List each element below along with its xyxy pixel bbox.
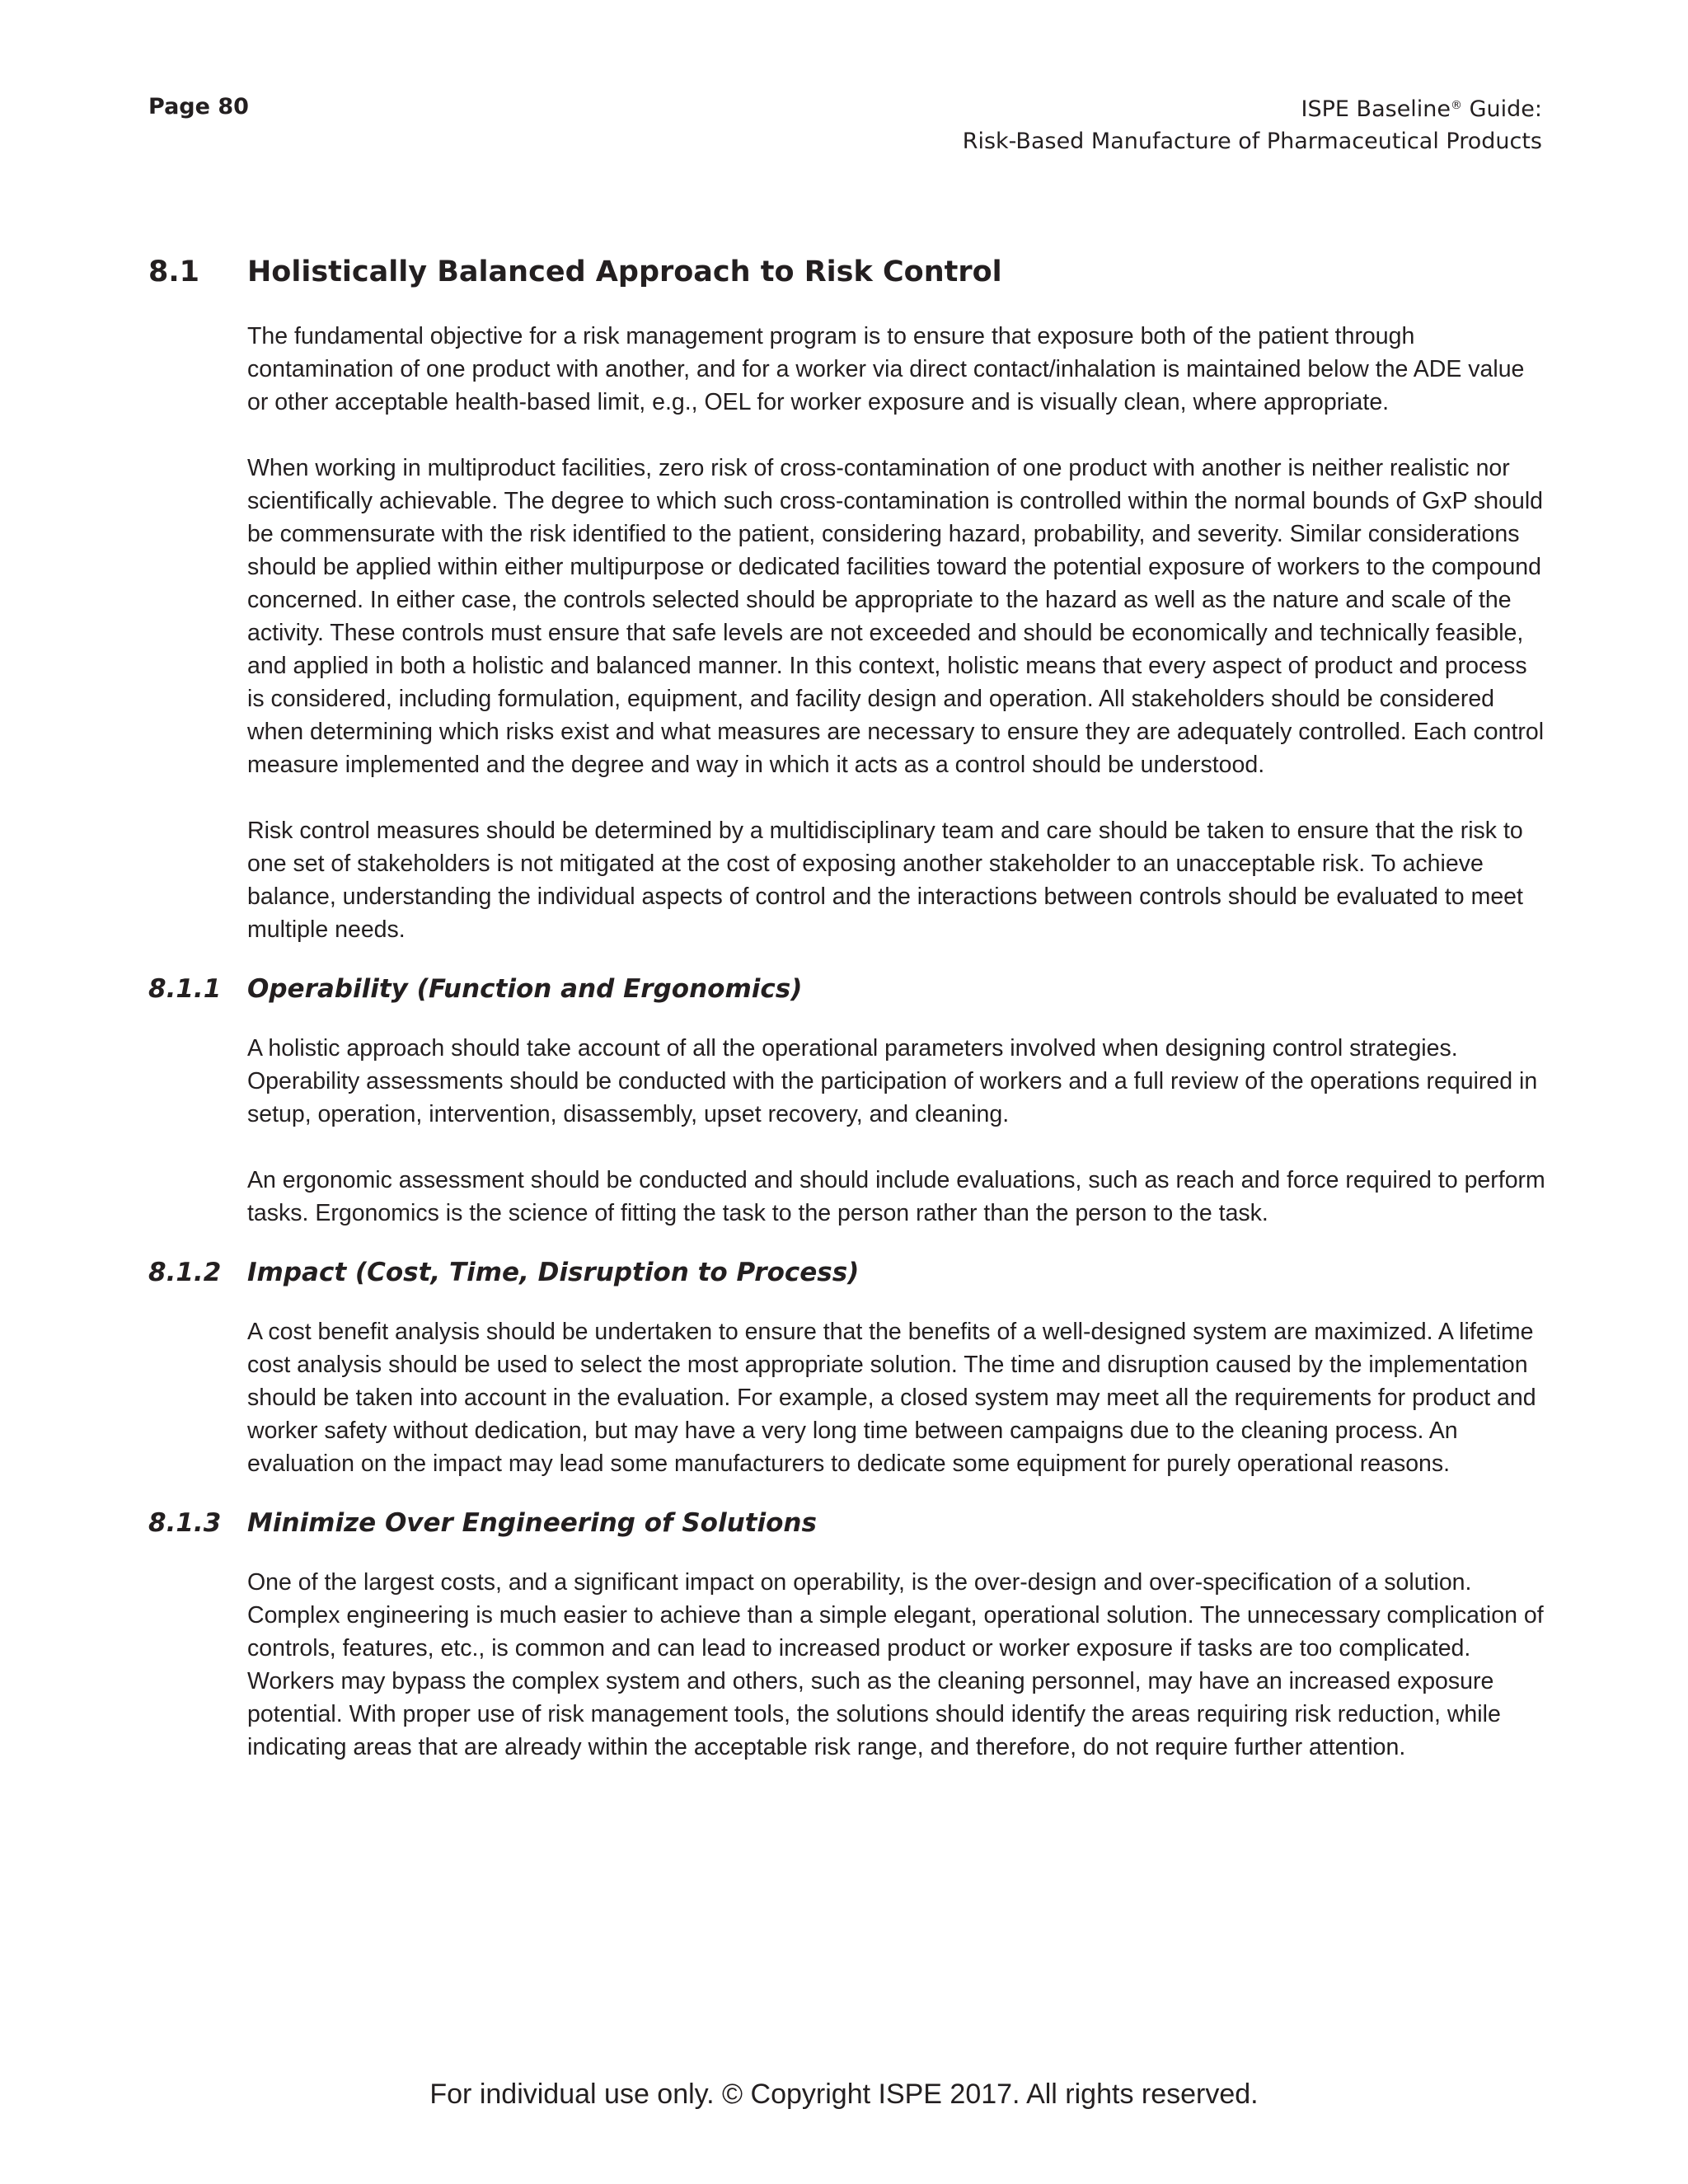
paragraph: A holistic approach should take account of all the operational parameters involved when designing control strategies. Operability assessments should be conducted with the participation of workers and a full review of the operations required in setup, operation, intervention, disassembly, upset recovery, and cleaning. bbox=[247, 1035, 1538, 1127]
running-header bbox=[963, 93, 1542, 157]
document-body bbox=[148, 255, 1550, 1764]
registered-mark: ® bbox=[1451, 99, 1463, 112]
paragraph: An ergonomic assessment should be conducted and should include evaluations, such as reach and force required to perform tasks. Ergonomics is the science of fitting the task to the person rather than the person to the task. bbox=[247, 1167, 1545, 1226]
subsection-number: 8.1.1 bbox=[148, 974, 222, 1004]
paragraph: The fundamental objective for a risk management program is to ensure that exposure both of the patient through contamination of one product with another, and for a worker via direct contact/inhalation is maintained below the ADE value or other acceptable health-based limit, e.g., OEL for worker exposure and is visually clean, where appropriate. bbox=[247, 323, 1525, 415]
section-number: 8.1 bbox=[148, 255, 200, 288]
section-heading bbox=[148, 255, 1550, 288]
page-number: Page 80 bbox=[148, 94, 249, 120]
paragraph: Risk control measures should be determined by a multidisciplinary team and care should be taken to ensure that the risk to one set of stakeholders is not mitigated at the cost of exposing another stakeholder to an unacceptable risk. To achieve balance, understanding the individual aspects of control and the interactions between controls should be evaluated to meet multiple needs. bbox=[247, 818, 1523, 943]
guide-subtitle: Risk-Based Manufacture of Pharmaceutical Products bbox=[962, 129, 1542, 154]
copyright-footer: For individual use only. © Copyright ISPE 2017. All rights reserved. bbox=[429, 2079, 1259, 2110]
paragraph: When working in multiproduct facilities, zero risk of cross-contamination of one product with another is neither realistic nor scientifically achievable. The degree to which such cross-contamination is controlled within the normal bounds of GxP should be commensurate with the risk identified to the patient, considering hazard, probability, and severity. Similar considerations should be applied within either multipurpose or dedicated facilities toward the potential exposure of workers to the compound concerned. In either case, the controls selected should be appropriate to the hazard as well as the nature and scale of the activity. These controls must ensure that safe levels are not exceeded and should be economically and technically feasible, and applied in both a holistic and balanced manner. In this context, holistic means that every aspect of product and process is considered, including formulation, equipment, and facility design and operation. All stakeholders should be considered when determining which risks exist and what measures are necessary to ensure they are adequately controlled. Each control measure implemented and the degree and way in which it acts as a control should be understood. bbox=[247, 455, 1545, 778]
subsection-number: 8.1.2 bbox=[148, 1258, 222, 1287]
subsection-heading bbox=[148, 1508, 1550, 1538]
guide-title-prefix: ISPE Baseline bbox=[1301, 96, 1451, 122]
guide-title bbox=[963, 93, 1542, 125]
paragraph: A cost benefit analysis should be undertaken to ensure that the benefits of a well-designed system are maximized. A lifetime cost analysis should be used to select the most appropriate solution. The time and disruption caused by the implementation should be taken into account in the evaluation. For example, a closed system may meet all the requirements for product and worker safety without dedication, but may have a very long time between campaigns due to the cleaning process. An evaluation on the impact may lead some manufacturers to dedicate some equipment for purely operational reasons. bbox=[247, 1319, 1536, 1477]
guide-title-suffix: Guide: bbox=[1462, 96, 1542, 122]
paragraph: One of the largest costs, and a significant impact on operability, is the over-design and over-specification of a solution. Complex engineering is much easier to achieve than a simple elegant, operational solution. The unnecessary complication of controls, features, etc., is common and can lead to increased product or worker exposure if tasks are too complicated. Workers may bypass the complex system and others, such as the cleaning personnel, may have an increased exposure potential. With proper use of risk management tools, the solutions should identify the areas requiring risk reduction, while indicating areas that are already within the acceptable risk range, and therefore, do not require further attention. bbox=[247, 1569, 1544, 1760]
subsection-title: Impact (Cost, Time, Disruption to Process) bbox=[247, 1258, 860, 1287]
section-title: Holistically Balanced Approach to Risk Control bbox=[247, 255, 1002, 288]
subsection-title: Operability (Function and Ergonomics) bbox=[247, 974, 803, 1004]
subsection-heading bbox=[148, 974, 1550, 1004]
subsection-heading bbox=[148, 1258, 1550, 1287]
subsection-title: Minimize Over Engineering of Solutions bbox=[247, 1508, 817, 1538]
subsection-number: 8.1.3 bbox=[148, 1508, 222, 1538]
